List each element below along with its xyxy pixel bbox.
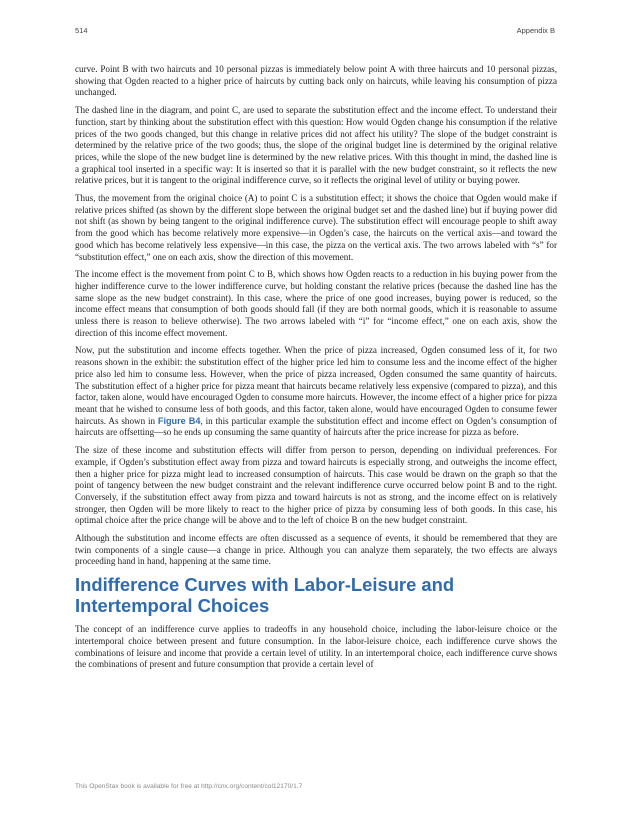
page-footer: This OpenStax book is available for free at http://cnx.org/content/col12170/1.7 (75, 783, 303, 790)
paragraph-with-figure-link (75, 345, 557, 439)
paragraph: The income effect is the movement from point C to B, which shows how Ogden reacts to a reduction in his buying power from the higher indifference curve to the lower indifference curve, but holding constant the relative prices (because the dashed line has the same slope as the new budget constraint). In this case, where the price of one good increases, buying power is reduced, so the income effect means that consumption of both goods should fall (if they are both normal goods, which it is reasonable to assume unless there is reason to believe otherwise). The two arrows labeled with “i” for “income effect,” one on each axis, show the direction of this income effect movement. (75, 269, 557, 338)
figure-b4-link[interactable]: Figure B4 (157, 415, 201, 426)
page-header (75, 26, 555, 38)
paragraph: Thus, the movement from the original choice (A) to point C is a substitution effect; it shows the choice that Ogden would make if relative prices shifted (as shown by the different slope between the original budget set and the dashed line) but if buying power did not shift (as shown by being tangent to the original indifference curve). The substitution effect will encourage people to shift away from the good which has become relatively more expensive—in Ogden’s case, the haircuts on the vertical axis—and toward the good which has become relatively less expensive—in this case, the pizza on the vertical axis. The two arrows labeled with “s” for “substitution effect,” one on each axis, show the direction of this movement. (75, 193, 557, 262)
paragraph: The dashed line in the diagram, and point C, are used to separate the substitution effect and the income effect. To understand their function, start by thinking about the substitution effect with this question: How would Ogden change his consumption if the relative prices of the two goods changed, but this change in relative prices did not affect his utility? The slope of the budget constraint is determined by the relative price of the two goods; thus, the slope of the original budget line is determined by the original relative prices, while the slope of the new budget line is determined by the new relative prices. With this thought in mind, the dashed line is a graphical tool inserted in a specific way: It is inserted so that it is parallel with the new budget constraint, so it reflects the new relative prices, but it is tangent to the original indifference curve, so it reflects the original level of utility or buying power. (75, 105, 557, 186)
paragraph: curve. Point B with two haircuts and 10 personal pizzas is immediately below point A with three haircuts and 10 personal pizzas, showing that Ogden reacted to a higher price of haircuts by cutting back only on haircuts, while leaving his consumption of pizza unchanged. (75, 64, 557, 98)
section-heading: Indifference Curves with Labor-Leisure and Intertemporal Choices (75, 574, 455, 617)
paragraph: The concept of an indifference curve applies to tradeoffs in any household choice, including the labor-leisure choice or the intertemporal choice between present and future consumption. In the labor-leisure choice, each indifference curve shows the combinations of leisure and income that provide a certain level of utility. In an intertemporal choice, each indifference curve shows the combinations of present and future consumption that provide a certain level of (75, 624, 557, 670)
paragraph: Although the substitution and income effects are often discussed as a sequence of events, it should be remembered that they are twin components of a single cause—a change in price. Although you can analyze them separately, the two effects are always proceeding hand in hand, happening at the same time. (75, 533, 557, 567)
paragraph-text: , in this particular example the substitution effect and income effect on Ogden’s consumption of haircuts are offsetting—so he ends up consuming the same quantity of haircuts after the price increase for pizza as before. (75, 415, 557, 438)
page-content (75, 64, 557, 677)
page-number: 514 (75, 26, 88, 35)
paragraph-text: Now, put the substitution and income effects together. When the price of pizza increased, Ogden consumed less of it, for two reasons shown in the exhibit: the substitution effect of the higher price led him to consume less and the income effect of the higher price also led him to consume less. However, when the price of pizza increased, Ogden consumed the same quantity of haircuts. The substitution effect of a higher price for pizza meant that haircuts became relatively less expensive (compared to pizza), and this factor, taken alone, would have encouraged Ogden to consume more haircuts. However, the income effect of a higher price for pizza meant that he wished to consume less of both goods, and this factor, taken alone, would have encouraged Ogden to consume fewer haircuts. As shown in (75, 345, 557, 426)
paragraph: The size of these income and substitution effects will differ from person to person, depending on individual preferences. For example, if Ogden’s substitution effect away from pizza and toward haircuts is especially strong, and outweighs the income effect, then a higher price for pizza might lead to increased consumption of haircuts. This case would be drawn on the graph so that the point of tangency between the new budget constraint and the relevant indifference curve occurred below point B and to the right. Conversely, if the substitution effect away from pizza and toward haircuts is not as strong, and the income effect on is relatively stronger, then Ogden will be more likely to react to the higher price of pizza by consuming less of both goods. In this case, his optimal choice after the price change will be above and to the left of choice B on the new budget constraint. (75, 445, 557, 526)
section-title: Appendix B (516, 26, 555, 35)
